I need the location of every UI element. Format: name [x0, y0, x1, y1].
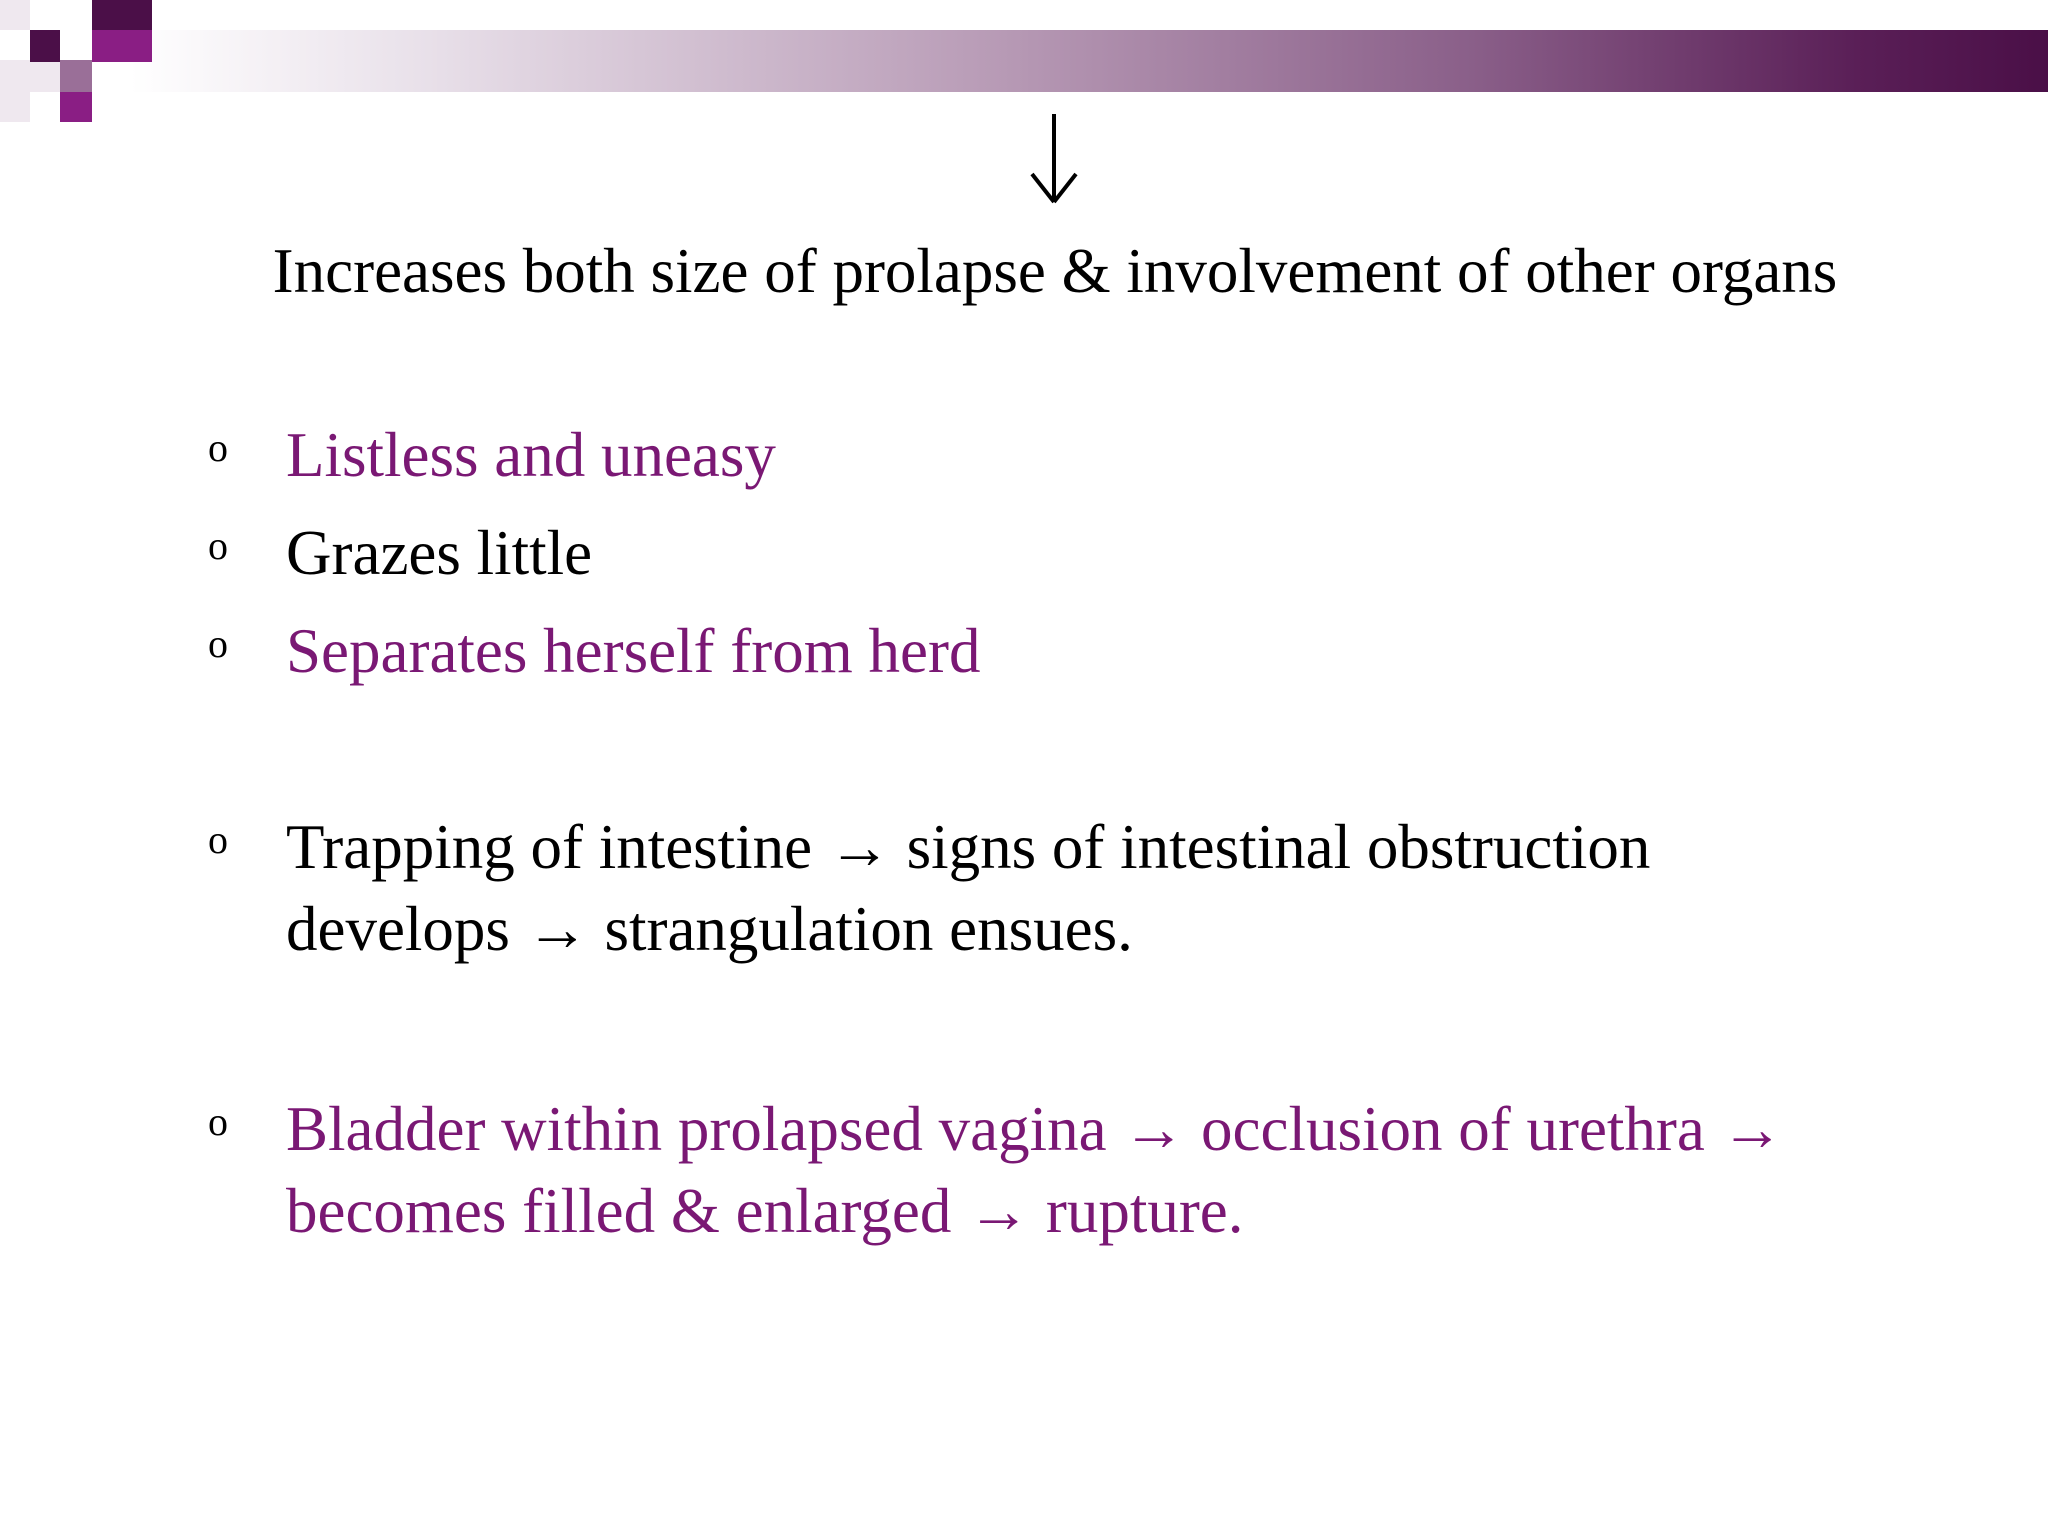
bullet-text: Grazes little	[286, 518, 593, 588]
bullet-text: Bladder within prolapsed vagina → occlusion of urethra → becomes filled & enlarged → rupture.	[286, 1094, 1784, 1246]
bullet-marker: o	[208, 621, 228, 666]
bullet-text: Trapping of intestine → signs of intestinal obstruction develops → strangulation ensues.	[286, 812, 1651, 964]
bullet-marker: o	[208, 523, 228, 568]
bullet-marker: o	[208, 425, 228, 470]
bullet-marker: o	[208, 1099, 228, 1144]
bullet-text: Separates herself from herd	[286, 616, 981, 686]
slide-heading: Increases both size of prolapse & involvement of other organs	[272, 236, 1838, 306]
bullet-marker: o	[208, 817, 228, 862]
bullet-text: Listless and uneasy	[286, 420, 776, 490]
